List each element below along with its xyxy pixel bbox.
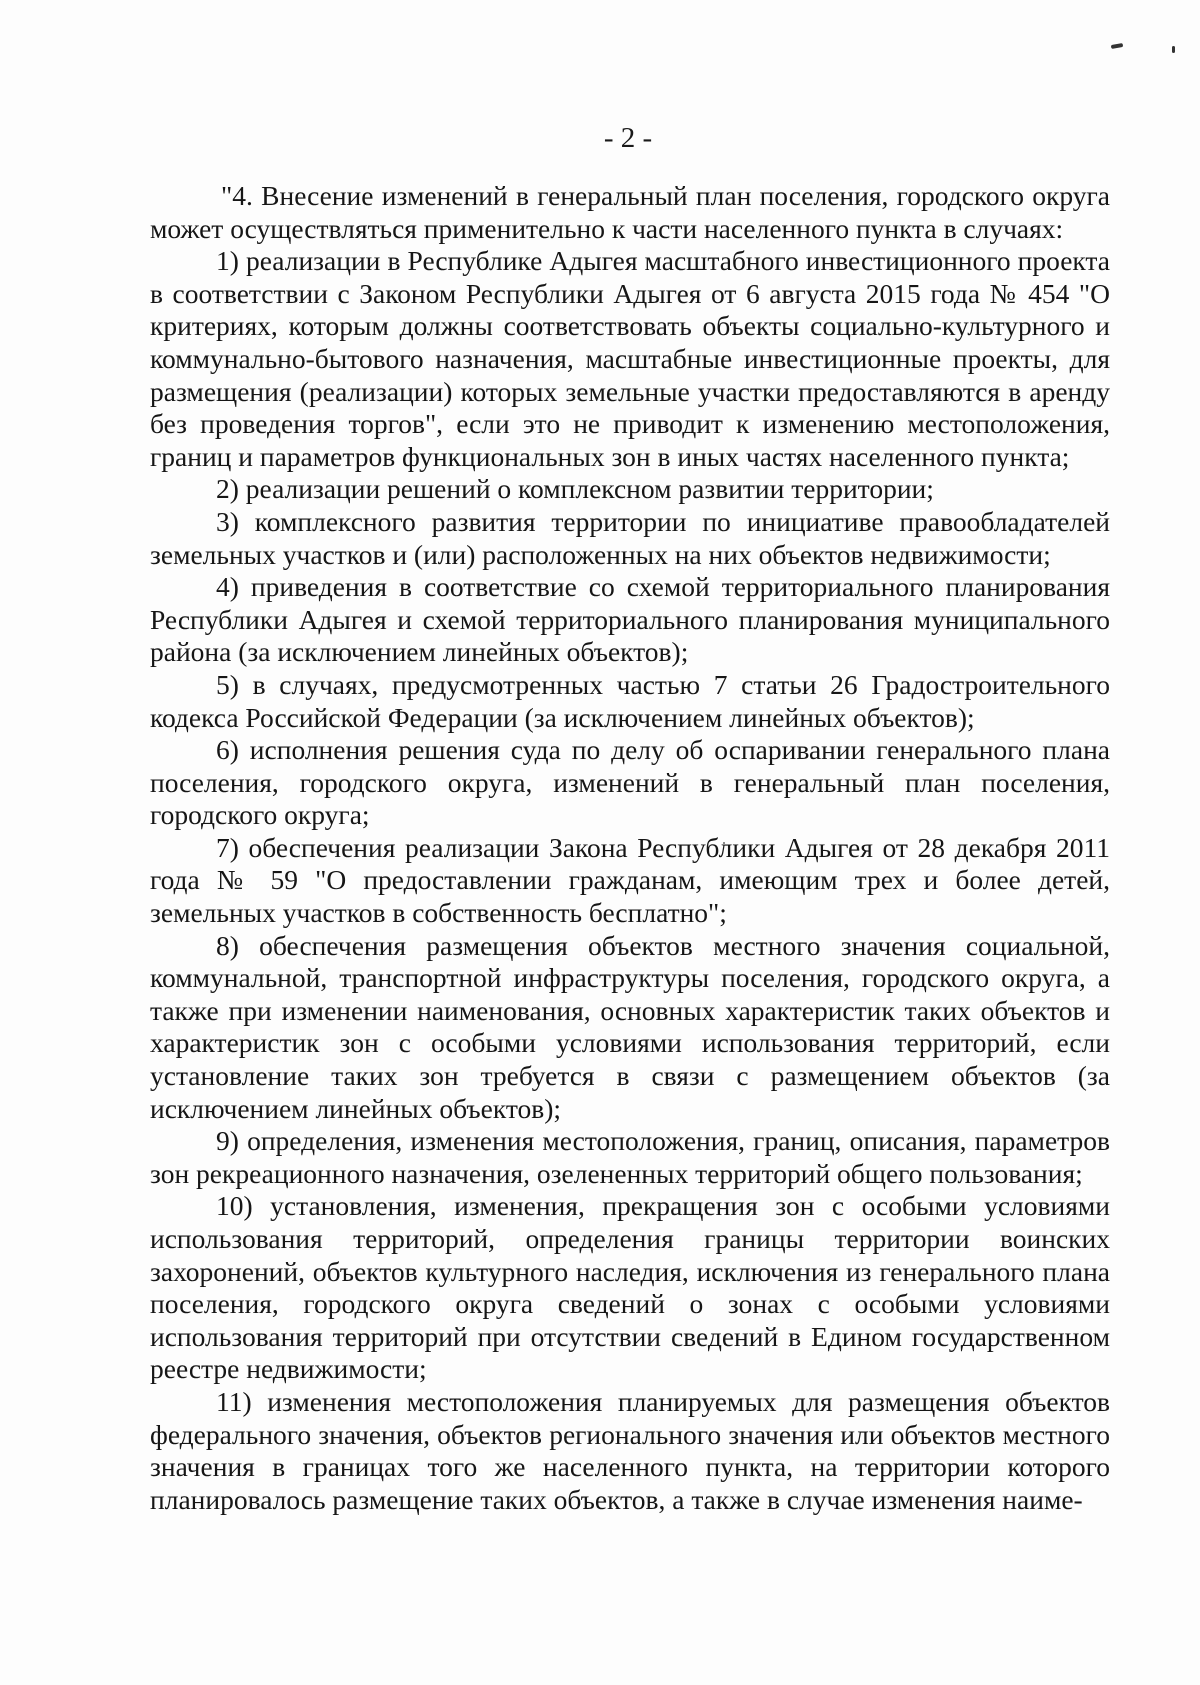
paragraph: 11) изменения местоположения планируемых для размещения объектов федерального значения, объектов регионального значения или объектов местного значения в границах того же населенного пункта, на территории которого планировалось размещение таких объектов, а также в случае изменения наиме-: [150, 1385, 1110, 1515]
paragraph: 4) приведения в соответствие со схемой территориального планирования Республики Адыгея и схемой территориального планирования муниципального района (за исключением линейных объектов);: [150, 571, 1110, 668]
paragraph: 6) исполнения решения суда по делу об оспаривании генерального плана поселения, городского округа, изменений в генеральный план поселения, городского округа;: [150, 734, 1110, 831]
paragraph: 2) реализации решений о комплексном развитии территории;: [216, 473, 934, 505]
paragraph: "4. Внесение изменений в генеральный план поселения, городского округа может осуществляться применительно к части населенного пункта в случаях:: [150, 180, 1110, 244]
paragraph: 5) в случаях, предусмотренных частью 7 статьи 26 Градостроительного кодекса Российской Федерации (за исключением линейных объектов);: [150, 668, 1110, 733]
scan-artifact: [1172, 46, 1175, 53]
paragraph: 9) определения, изменения местоположения, границ, описания, параметров зон рекреационного назначения, озелененных территорий общего пользования;: [150, 1125, 1110, 1189]
document-body: [150, 180, 1110, 1516]
scan-artifact: [1111, 43, 1124, 49]
paragraph: 3) комплексного развития территории по инициативе правообладателей земельных участков и (или) расположенных на них объектов недвижимости;: [150, 505, 1110, 570]
paragraph: 10) установления, изменения, прекращения зон с особыми условиями использования территорий, определения границы территории воинских захоронений, объектов культурного наследия, исключения из генерального плана поселения, городского округа сведений о зонах с особыми условиями использования территорий при отсутствии сведений в Едином государственном реестре недвижимости;: [150, 1190, 1110, 1385]
paragraph: 7) обеспечения реализации Закона Республики Адыгея от 28 декабря 2011 года № 59 "О предоставлении гражданам, имеющим трех и более детей, земельных участков в собственность бесплатно";: [150, 831, 1110, 929]
paragraph: 1) реализации в Республике Адыгея масштабного инвестиционного проекта в соответствии с Законом Республики Адыгея от 6 августа 2015 года № 454 "О критериях, которым должны соответствовать объекты социально-культурного и коммунально-бытового назначения, масштабные инвестиционные проекты, для размещения (реализации) которых земельные участки предоставляются в аренду без проведения торгов", если это не приводит к изменению местоположения, границ и параметров функциональных зон в иных частях населенного пункта;: [150, 245, 1110, 472]
page-number: - 2 -: [603, 122, 653, 154]
paragraph: 8) обеспечения размещения объектов местного значения социальной, коммунальной, транспортной инфраструктуры поселения, городского округа, а также при изменении наименования, основных характеристик таких объектов и характеристик зон с особыми условиями использования территорий, если установление таких зон требуется в связи с размещением объектов (за исключением линейных объектов);: [150, 929, 1110, 1124]
